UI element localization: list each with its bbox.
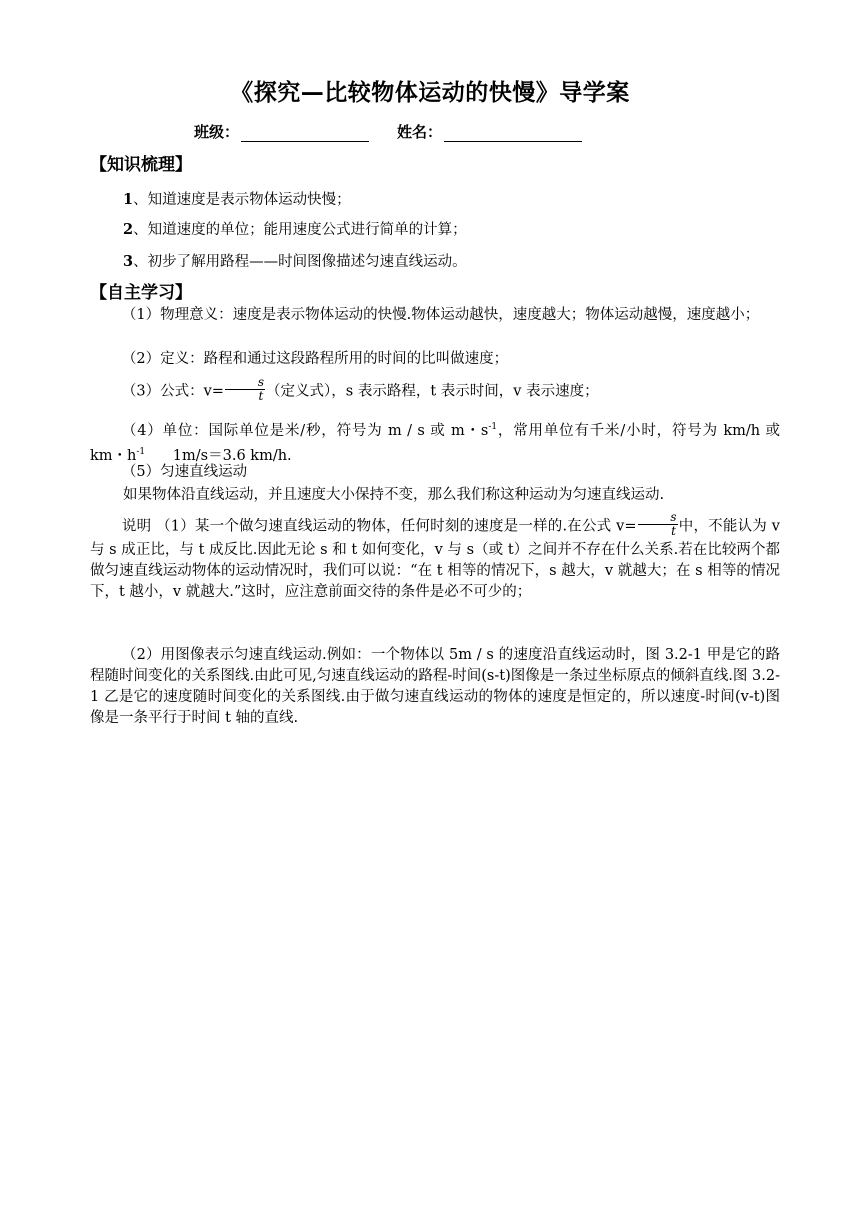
paragraph-definition: （2）定义：路程和通过这段路程所用的时间的比叫做速度； <box>121 351 509 367</box>
item-number: 2 <box>123 221 134 238</box>
paragraph-meaning: （1）物理意义：速度是表示物体运动的快慢.物体运动越快，速度越大；物体运动越慢，速度越小； <box>121 307 760 323</box>
paragraph-formula <box>90 375 780 405</box>
formula-prefix: （3）公式：v= <box>121 383 224 400</box>
units-superscript: -1 <box>136 446 146 457</box>
paragraph-units <box>90 417 780 467</box>
formula-fraction <box>225 376 265 403</box>
item-number: 3 <box>123 253 134 270</box>
document-title: 《探究—比较物体运动的快慢》导学案 <box>230 80 630 106</box>
paragraph-explanation-1 <box>90 510 780 603</box>
student-info-line <box>194 121 582 142</box>
units-text-a: （4）单位：国际单位是米/秒，符号为 m / s 或 m・s <box>121 422 489 439</box>
explanation-prefix: 说明 （1）某一个做匀速直线运动的物体，任何时刻的速度是一样的.在公式 v= <box>121 518 637 535</box>
fraction-numerator: s <box>225 376 265 390</box>
class-blank[interactable] <box>241 124 369 142</box>
fraction-numerator: s <box>638 511 678 525</box>
knowledge-item <box>123 250 467 271</box>
item-text: 、初步了解用路程——时间图像描述匀速直线运动。 <box>133 254 467 270</box>
formula-suffix: （定义式），s 表示路程，t 表示时间，v 表示速度； <box>266 383 599 400</box>
item-text: 、知道速度的单位；能用速度公式进行简单的计算； <box>133 222 467 238</box>
paragraph-uniform-motion-definition: 如果物体沿直线运动，并且速度大小保持不变，那么我们称这种运动为匀速直线运动. <box>123 487 665 503</box>
name-label: 姓名： <box>397 123 443 141</box>
paragraph-uniform-motion-heading: （5）匀速直线运动 <box>121 464 248 480</box>
name-blank[interactable] <box>444 124 582 142</box>
class-label: 班级： <box>194 123 240 141</box>
formula-fraction <box>638 511 678 538</box>
fraction-denominator: t <box>671 524 676 538</box>
paragraph-explanation-2: （2）用图像表示匀速直线运动.例如：一个物体以 5m / s 的速度沿直线运动时，图 3.2-1 甲是它的路程随时间变化的关系图线.由此可见,匀速直线运动的路程-时间(s-t)图像是一条过坐标原点的倾斜直线.图 3.2-1 乙是它的速度随时间变化的关系图线.由于做匀速直线运动的物体的速度是恒定的，所以速度-时间(v-t)图像是一条平行于时间 t 轴的直线. <box>90 647 780 726</box>
knowledge-item <box>123 188 351 209</box>
explanation-suffix: 中，不能认为 v 与 s 成正比，与 t 成反比.因此无论 s 和 t 如何变化，v 与 s（或 t）之间并不存在什么关系.若在比较两个都做匀速直线运动物体的运动情况时，我们可以说：“在 t 相等的情况下，s 越大，v 就越大；在 s 相等的情况下，t 越小，v 就越大.”这时，应注意前面交待的条件是必不可少的； <box>90 518 780 600</box>
knowledge-item <box>123 218 467 239</box>
section-heading-self-study: 【自主学习】 <box>90 283 192 303</box>
units-superscript: -1 <box>488 422 498 432</box>
units-text-b: ，常用单位有千米/小时，符号为 km/h 或 km・h <box>90 422 780 464</box>
item-number: 1 <box>123 191 134 208</box>
units-conversion: 1m/s＝3.6 km/h. <box>145 447 292 464</box>
item-text: 、知道速度是表示物体运动快慢； <box>133 192 351 208</box>
section-heading-knowledge: 【知识梳理】 <box>90 155 192 175</box>
fraction-denominator: t <box>258 389 264 403</box>
